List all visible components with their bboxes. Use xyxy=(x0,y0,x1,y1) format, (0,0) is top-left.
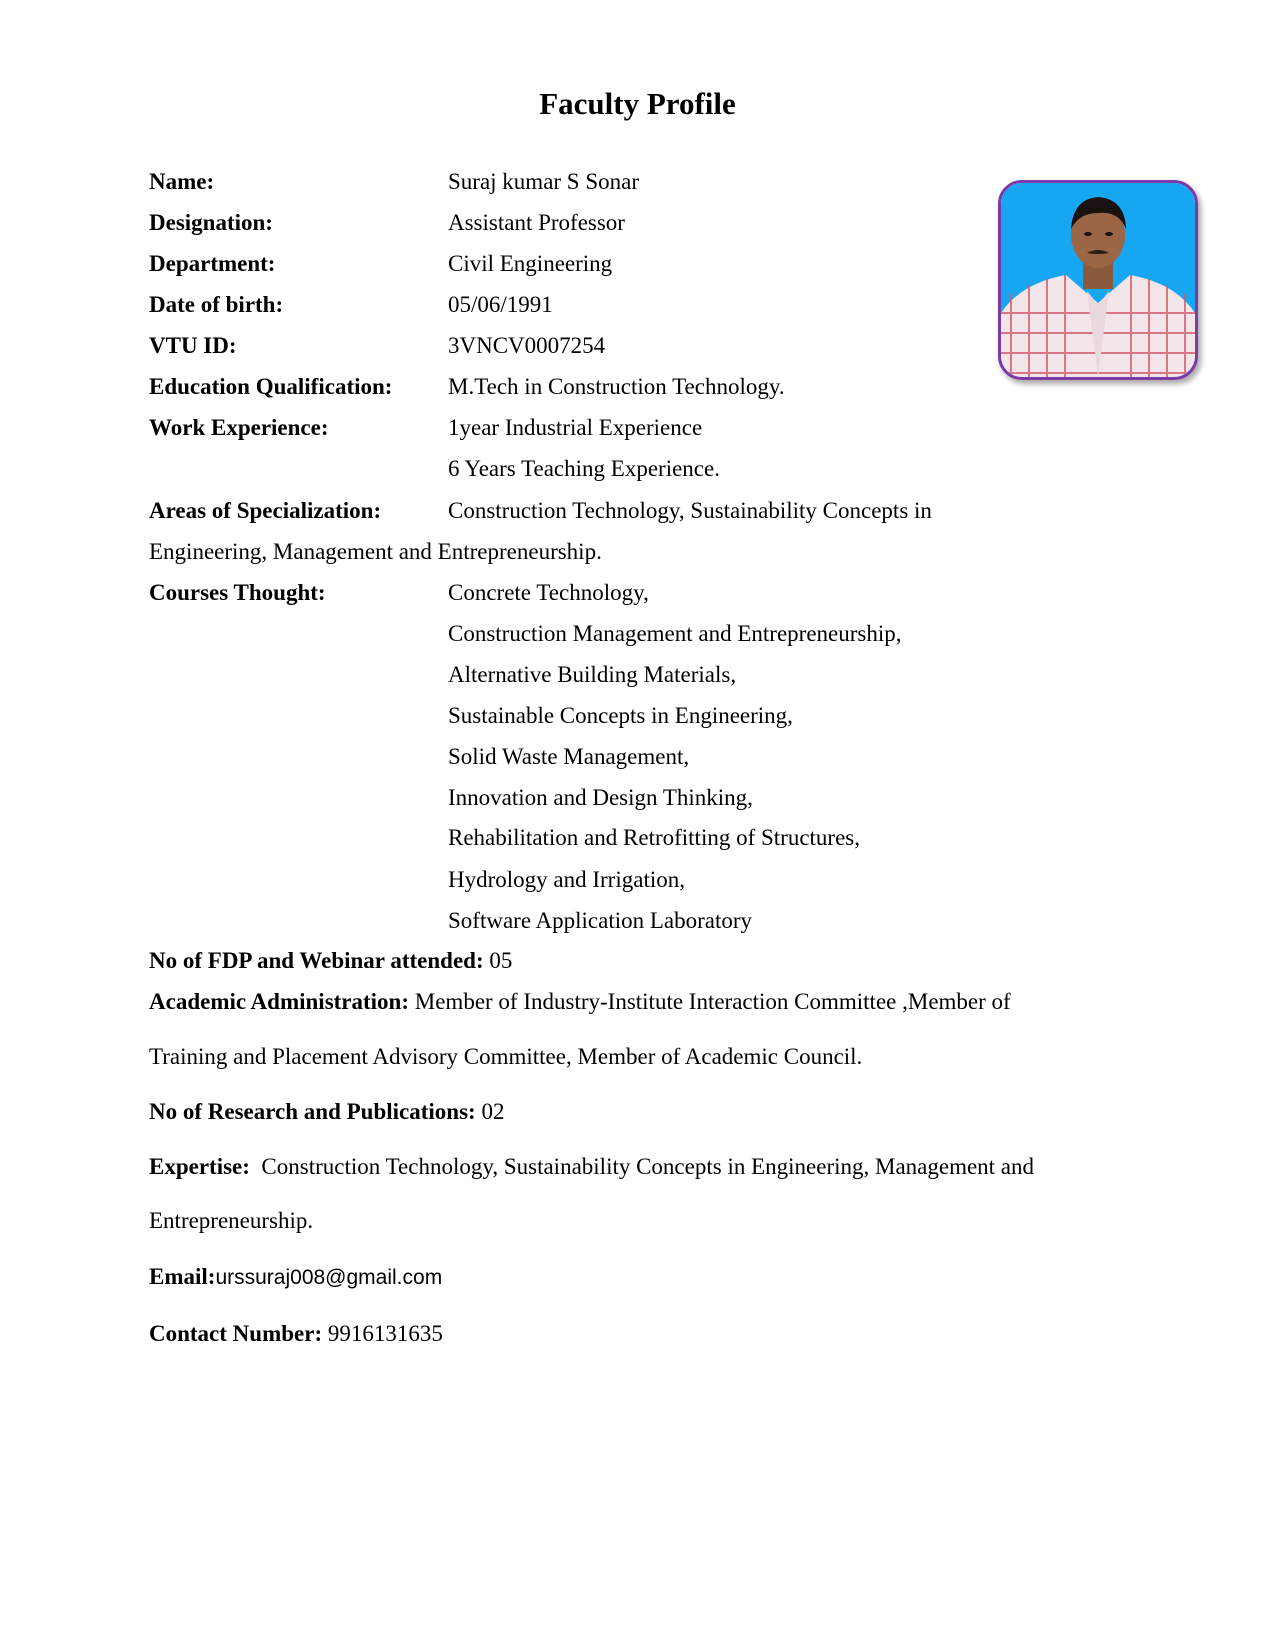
admin-row xyxy=(149,987,1011,1017)
profile-photo xyxy=(998,180,1198,380)
vtu-id-label: VTU ID: xyxy=(149,333,237,358)
research-value: 02 xyxy=(481,1099,505,1124)
course-item: Hydrology and Irrigation, xyxy=(448,867,685,892)
work-experience-item: 6 Years Teaching Experience. xyxy=(448,456,720,481)
course-item: Rehabilitation and Retrofitting of Structures, xyxy=(448,825,861,850)
course-item: Solid Waste Management, xyxy=(448,744,690,769)
page-title: Faculty Profile xyxy=(539,86,736,121)
vtu-id-value: 3VNCV0007254 xyxy=(448,333,606,358)
email-row xyxy=(149,1262,442,1293)
name-label: Name: xyxy=(149,169,215,194)
dob-value: 05/06/1991 xyxy=(448,292,553,317)
dob-label: Date of birth: xyxy=(149,292,284,317)
fdp-value: 05 xyxy=(489,948,513,973)
education-label: Education Qualification: xyxy=(149,374,393,399)
name-value: Suraj kumar S Sonar xyxy=(448,169,640,194)
department-label: Department: xyxy=(149,251,276,276)
admin-value-continued: Training and Placement Advisory Committee, Member of Academic Council. xyxy=(149,1044,863,1069)
course-item: Concrete Technology, xyxy=(448,580,649,605)
courses-label: Courses Thought: xyxy=(149,580,326,605)
course-item: Construction Management and Entrepreneurship, xyxy=(448,621,902,646)
expertise-label: Expertise: xyxy=(149,1154,250,1179)
specialization-value-continued: Engineering, Management and Entrepreneurship. xyxy=(149,539,602,564)
contact-value: 9916131635 xyxy=(327,1321,443,1346)
work-experience-label: Work Experience: xyxy=(149,415,329,440)
expertise-row xyxy=(149,1152,1034,1182)
expertise-value-continued: Entrepreneurship. xyxy=(149,1208,314,1233)
admin-label: Academic Administration: xyxy=(149,989,410,1014)
fdp-label: No of FDP and Webinar attended: xyxy=(149,948,484,973)
course-item: Software Application Laboratory xyxy=(448,908,753,933)
contact-label: Contact Number: xyxy=(149,1321,323,1346)
expertise-value: Construction Technology, Sustainability Concepts in Engineering, Management and xyxy=(261,1154,1035,1179)
work-experience-item: 1year Industrial Experience xyxy=(448,415,703,440)
course-item: Alternative Building Materials, xyxy=(448,662,737,687)
education-value: M.Tech in Construction Technology. xyxy=(448,374,785,399)
research-label: No of Research and Publications: xyxy=(149,1099,476,1124)
contact-row xyxy=(149,1319,443,1349)
department-value: Civil Engineering xyxy=(448,251,613,276)
email-label: Email: xyxy=(149,1264,216,1289)
specialization-label: Areas of Specialization: xyxy=(149,498,382,523)
specialization-value: Construction Technology, Sustainability Concepts in xyxy=(448,498,932,523)
designation-label: Designation: xyxy=(149,210,273,235)
person-portrait-illustration xyxy=(1001,183,1195,377)
designation-value: Assistant Professor xyxy=(448,210,625,235)
research-row xyxy=(149,1097,504,1127)
course-item: Sustainable Concepts in Engineering, xyxy=(448,703,793,728)
fdp-row xyxy=(149,946,512,976)
course-item: Innovation and Design Thinking, xyxy=(448,785,753,810)
email-link[interactable]: urssuraj008@gmail.com xyxy=(215,1266,443,1289)
admin-value: Member of Industry-Institute Interaction Committee ,Member of xyxy=(414,989,1011,1014)
